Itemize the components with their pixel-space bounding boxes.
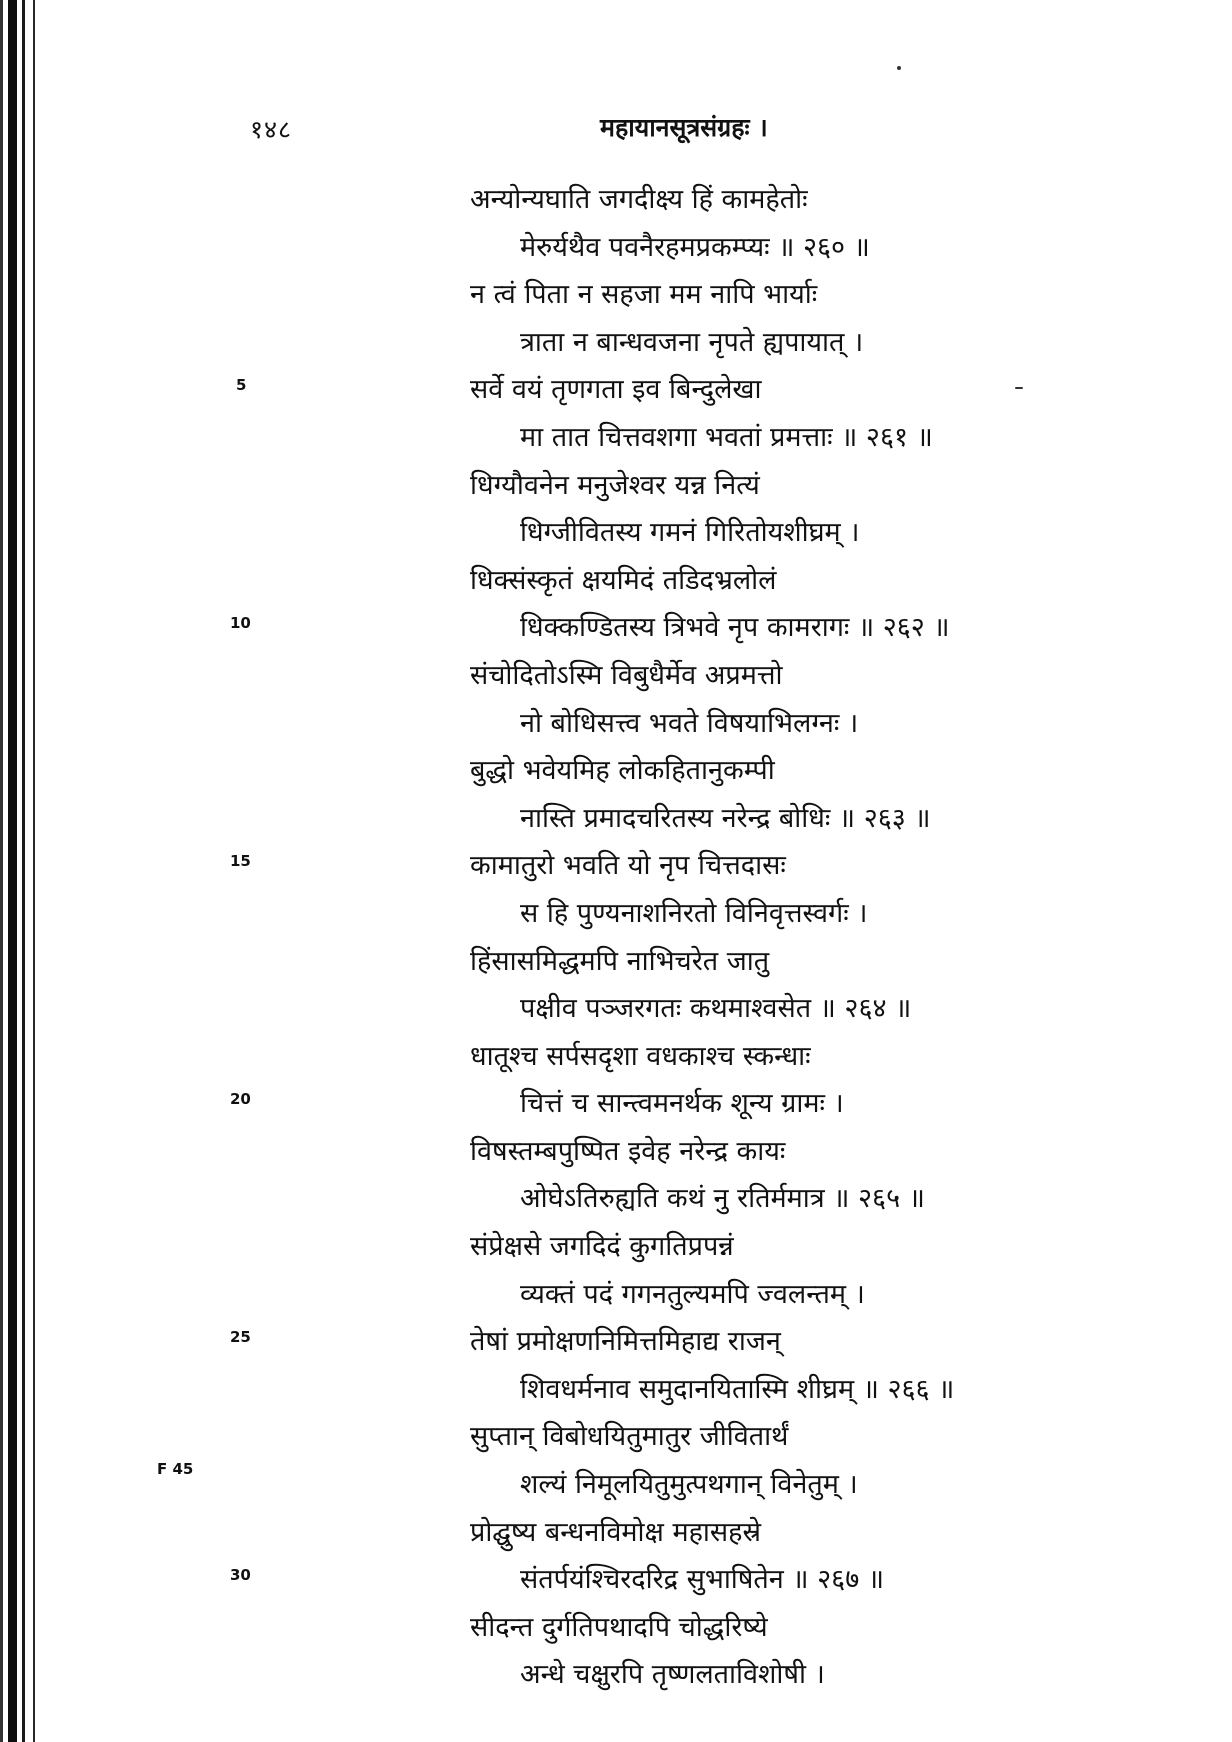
margin-line-number: 30 <box>230 1566 251 1584</box>
verse-line: बुद्धो भवेयमिह लोकहितानुकम्पी <box>470 755 775 787</box>
margin-line-number: 25 <box>230 1328 251 1346</box>
margin-line-number: 10 <box>230 614 251 632</box>
verse-line: मा तात चित्तवशगा भवतां प्रमत्ताः ॥ २६१ ॥ <box>520 421 933 453</box>
verse-line: सीदन्त दुर्गतिपथादपि चोद्धरिष्ये <box>470 1611 768 1643</box>
verse-line: धातूश्च सर्पसदृशा वधकाश्च स्कन्धाः <box>470 1040 811 1072</box>
running-title: महायानसूत्रसंग्रहः । <box>600 113 768 142</box>
page-number: १४८ <box>250 115 293 144</box>
verse-line: तेषां प्रमोक्षणनिमित्तमिहाद्य राजन् <box>470 1326 781 1358</box>
margin-line-number: 15 <box>230 852 251 870</box>
verse-line: धिग्जीवितस्य गमनं गिरितोयशीघ्रम् । <box>520 517 860 549</box>
verse-line: मेरुर्यथैव पवनैरहमप्रकम्प्यः ॥ २६० ॥ <box>520 231 870 263</box>
margin-line-number: 20 <box>230 1090 251 1108</box>
verse-line: संतर्पयंश्चिरदरिद्र सुभाषितेन ॥ २६७ ॥ <box>520 1564 884 1596</box>
verse-line: ओघेऽतिरुह्यति कथं नु रतिर्ममात्र ॥ २६५ ॥ <box>520 1183 925 1215</box>
verse-line: व्यक्तं पदं गगनतुल्यमपि ज्वलन्तम् । <box>520 1278 865 1310</box>
verse-line: शिवधर्मनाव समुदानयितास्मि शीघ्रम् ॥ २६६ ॥ <box>520 1373 955 1405</box>
verse-line: संचोदितोऽस्मि विबुधैर्मेव अप्रमत्तो <box>470 659 783 691</box>
verse-line: हिंसासमिद्धमपि नाभिचरेत जातु <box>470 945 770 977</box>
verse-line: धिक्कण्डितस्य त्रिभवे नृप कामरागः ॥ २६२ ॥ <box>520 612 950 644</box>
verse-line: कामातुरो भवति यो नृप चित्तदासः <box>470 850 786 882</box>
verse-line: सर्वे वयं तृणगता इव बिन्दुलेखा <box>470 374 762 406</box>
book-binding-edge <box>0 0 44 1742</box>
margin-line-number: 5 <box>236 376 247 394</box>
verse-line: शल्यं निमूलयितुमुत्पथगान् विनेतुम् । <box>520 1469 858 1501</box>
verse-line: अन्योन्यघाति जगदीक्ष्य हिं कामहेतोः <box>470 184 808 215</box>
verse-line: धिग्यौवनेन मनुजेश्वर यन्न नित्यं <box>470 469 760 501</box>
verse-line: नास्ति प्रमादचरितस्य नरेन्द्र बोधिः ॥ २६३ ॥ <box>520 802 931 834</box>
verse-line: सुप्तान् विबोधयितुमातुर जीवितार्थं <box>470 1421 789 1453</box>
verse-line: न त्वं पिता न सहजा मम नापि भार्याः <box>470 279 818 311</box>
verse-line: पक्षीव पञ्जरगतः कथमाश्वसेत ॥ २६४ ॥ <box>520 993 912 1025</box>
folio-mark: F 45 <box>157 1460 194 1478</box>
verse-line: प्रोद्घुष्य बन्धनविमोक्ष महासहस्रे <box>470 1516 762 1548</box>
verse-line: धिक्संस्कृतं क्षयमिदं तडिदभ्रलोलं <box>470 564 777 596</box>
verse-line: अन्धे चक्षुरपि तृष्णलताविशोषी । <box>520 1659 825 1691</box>
verse-line: चित्तं च सान्त्वमनर्थक शून्य ग्रामः । <box>520 1088 844 1120</box>
verse-block <box>470 176 1210 1699</box>
verse-line: संप्रेक्षसे जगदिदं कुगतिप्रपन्नं <box>470 1231 734 1263</box>
verse-line: स हि पुण्यनाशनिरतो विनिवृत्तस्वर्गः । <box>520 897 868 929</box>
verse-line: त्राता न बान्धवजना नृपते ह्यपायात् । <box>520 326 864 358</box>
print-speck <box>897 66 901 70</box>
verse-line: विषस्तम्बपुष्पित इवेह नरेन्द्र कायः <box>470 1135 786 1167</box>
print-speck <box>1015 387 1023 389</box>
verse-line: नो बोधिसत्त्व भवते विषयाभिलग्नः । <box>520 707 859 739</box>
